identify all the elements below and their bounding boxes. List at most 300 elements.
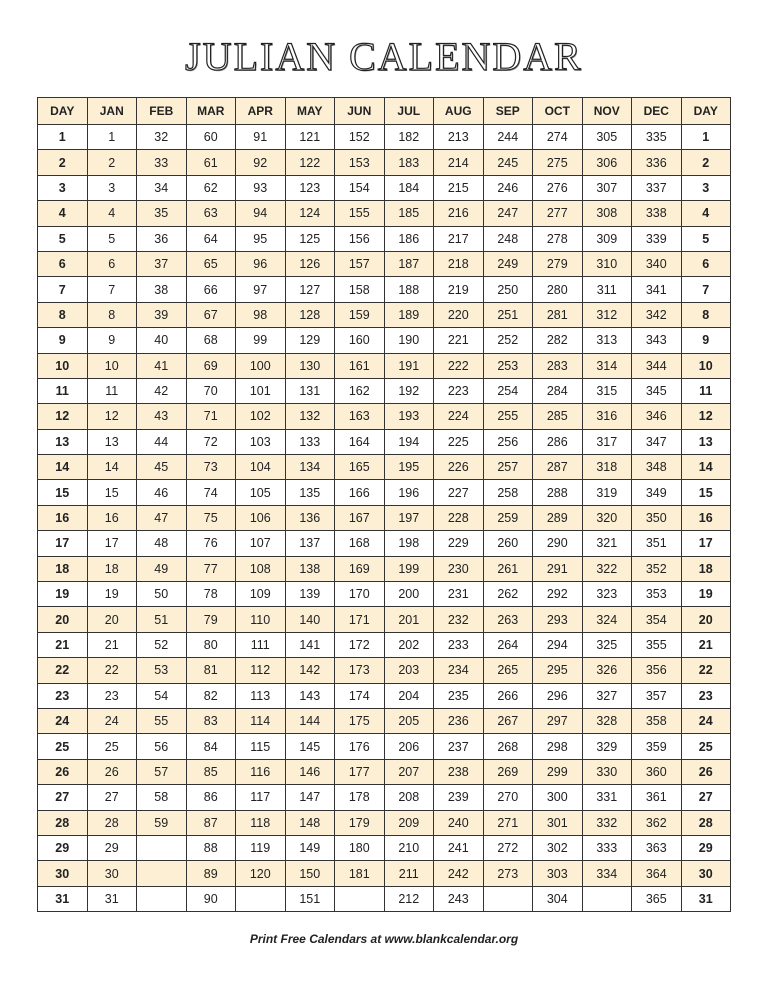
julian-day-cell: 52 <box>137 632 187 657</box>
julian-day-cell: 213 <box>434 125 484 150</box>
julian-day-cell: 132 <box>285 404 335 429</box>
julian-day-cell: 189 <box>384 302 434 327</box>
julian-day-cell: 159 <box>335 302 385 327</box>
julian-day-cell: 233 <box>434 632 484 657</box>
table-row <box>38 886 731 911</box>
column-header: FEB <box>137 98 187 125</box>
day-number-cell: 6 <box>681 251 731 276</box>
julian-day-cell: 320 <box>582 505 632 530</box>
julian-day-cell: 328 <box>582 708 632 733</box>
julian-day-cell: 174 <box>335 683 385 708</box>
julian-day-cell: 360 <box>632 759 682 784</box>
day-number-cell: 5 <box>38 226 88 251</box>
julian-day-cell: 160 <box>335 328 385 353</box>
julian-day-cell: 194 <box>384 429 434 454</box>
day-number-cell: 8 <box>681 302 731 327</box>
julian-day-cell: 46 <box>137 480 187 505</box>
table-row <box>38 328 731 353</box>
julian-day-cell: 171 <box>335 607 385 632</box>
day-number-cell: 15 <box>681 480 731 505</box>
julian-day-cell: 125 <box>285 226 335 251</box>
julian-day-cell: 79 <box>186 607 236 632</box>
day-number-cell: 1 <box>681 125 731 150</box>
julian-day-cell: 84 <box>186 734 236 759</box>
julian-day-cell: 113 <box>236 683 286 708</box>
julian-day-cell: 27 <box>87 785 137 810</box>
day-number-cell: 10 <box>38 353 88 378</box>
julian-day-cell: 43 <box>137 404 187 429</box>
julian-day-cell: 281 <box>533 302 583 327</box>
table-row <box>38 125 731 150</box>
julian-day-cell: 23 <box>87 683 137 708</box>
julian-day-cell: 271 <box>483 810 533 835</box>
julian-day-cell: 69 <box>186 353 236 378</box>
julian-day-cell: 103 <box>236 429 286 454</box>
day-number-cell: 3 <box>38 175 88 200</box>
julian-day-cell: 329 <box>582 734 632 759</box>
julian-day-cell: 14 <box>87 455 137 480</box>
day-number-cell: 22 <box>681 658 731 683</box>
day-number-cell: 23 <box>681 683 731 708</box>
julian-day-cell <box>236 886 286 911</box>
column-header: SEP <box>483 98 533 125</box>
julian-day-cell: 211 <box>384 861 434 886</box>
julian-day-cell: 278 <box>533 226 583 251</box>
julian-day-cell: 258 <box>483 480 533 505</box>
julian-day-cell: 200 <box>384 582 434 607</box>
julian-day-cell: 249 <box>483 251 533 276</box>
julian-day-cell: 104 <box>236 455 286 480</box>
julian-day-cell: 101 <box>236 378 286 403</box>
julian-day-cell: 180 <box>335 835 385 860</box>
julian-day-cell: 222 <box>434 353 484 378</box>
julian-day-cell: 299 <box>533 759 583 784</box>
julian-day-cell: 252 <box>483 328 533 353</box>
julian-day-cell: 219 <box>434 277 484 302</box>
julian-day-cell: 354 <box>632 607 682 632</box>
table-row <box>38 150 731 175</box>
julian-day-cell: 22 <box>87 658 137 683</box>
julian-day-cell: 322 <box>582 556 632 581</box>
julian-day-cell: 297 <box>533 708 583 733</box>
julian-day-cell: 130 <box>285 353 335 378</box>
julian-day-cell: 110 <box>236 607 286 632</box>
julian-day-cell: 230 <box>434 556 484 581</box>
day-number-cell: 24 <box>681 708 731 733</box>
column-header: DAY <box>38 98 88 125</box>
julian-day-cell: 33 <box>137 150 187 175</box>
julian-day-cell: 41 <box>137 353 187 378</box>
julian-day-cell: 212 <box>384 886 434 911</box>
julian-day-cell: 127 <box>285 277 335 302</box>
julian-day-cell: 136 <box>285 505 335 530</box>
julian-day-cell: 117 <box>236 785 286 810</box>
julian-day-cell: 80 <box>186 632 236 657</box>
julian-day-cell: 168 <box>335 531 385 556</box>
julian-day-cell: 155 <box>335 201 385 226</box>
julian-day-cell: 146 <box>285 759 335 784</box>
julian-day-cell: 150 <box>285 861 335 886</box>
day-number-cell: 4 <box>681 201 731 226</box>
table-row <box>38 455 731 480</box>
julian-day-cell: 138 <box>285 556 335 581</box>
page-title: JULIAN CALENDAR <box>185 34 583 79</box>
julian-day-cell: 282 <box>533 328 583 353</box>
julian-day-cell: 45 <box>137 455 187 480</box>
julian-day-cell: 182 <box>384 125 434 150</box>
julian-day-cell: 201 <box>384 607 434 632</box>
julian-day-cell: 337 <box>632 175 682 200</box>
julian-day-cell: 290 <box>533 531 583 556</box>
table-row <box>38 201 731 226</box>
julian-day-cell: 298 <box>533 734 583 759</box>
julian-day-cell: 332 <box>582 810 632 835</box>
julian-day-cell: 338 <box>632 201 682 226</box>
julian-day-cell: 109 <box>236 582 286 607</box>
table-row <box>38 505 731 530</box>
julian-day-cell: 53 <box>137 658 187 683</box>
day-number-cell: 18 <box>38 556 88 581</box>
julian-day-cell: 1 <box>87 125 137 150</box>
julian-day-cell: 153 <box>335 150 385 175</box>
julian-day-cell: 357 <box>632 683 682 708</box>
julian-day-cell: 293 <box>533 607 583 632</box>
julian-day-cell: 305 <box>582 125 632 150</box>
julian-day-cell: 152 <box>335 125 385 150</box>
julian-day-cell: 304 <box>533 886 583 911</box>
julian-day-cell: 288 <box>533 480 583 505</box>
table-row <box>38 226 731 251</box>
julian-day-cell: 190 <box>384 328 434 353</box>
day-number-cell: 28 <box>38 810 88 835</box>
julian-day-cell: 15 <box>87 480 137 505</box>
julian-day-cell: 267 <box>483 708 533 733</box>
julian-day-cell: 55 <box>137 708 187 733</box>
julian-day-cell: 294 <box>533 632 583 657</box>
day-number-cell: 11 <box>38 378 88 403</box>
table-row <box>38 277 731 302</box>
julian-day-cell: 66 <box>186 277 236 302</box>
julian-day-cell: 140 <box>285 607 335 632</box>
julian-day-cell: 165 <box>335 455 385 480</box>
julian-day-cell: 59 <box>137 810 187 835</box>
julian-day-cell: 107 <box>236 531 286 556</box>
julian-day-cell: 115 <box>236 734 286 759</box>
julian-day-cell: 25 <box>87 734 137 759</box>
julian-day-cell: 141 <box>285 632 335 657</box>
day-number-cell: 25 <box>681 734 731 759</box>
julian-day-cell: 263 <box>483 607 533 632</box>
julian-day-cell: 257 <box>483 455 533 480</box>
julian-day-cell: 128 <box>285 302 335 327</box>
julian-day-cell: 208 <box>384 785 434 810</box>
julian-day-cell: 236 <box>434 708 484 733</box>
julian-day-cell: 254 <box>483 378 533 403</box>
julian-day-cell: 123 <box>285 175 335 200</box>
day-number-cell: 19 <box>681 582 731 607</box>
julian-calendar-table <box>37 97 731 912</box>
julian-day-cell: 261 <box>483 556 533 581</box>
julian-day-cell: 32 <box>137 125 187 150</box>
julian-day-cell: 89 <box>186 861 236 886</box>
julian-day-cell: 277 <box>533 201 583 226</box>
table-row <box>38 683 731 708</box>
julian-day-cell: 283 <box>533 353 583 378</box>
julian-day-cell: 333 <box>582 835 632 860</box>
day-number-cell: 26 <box>38 759 88 784</box>
julian-day-cell: 280 <box>533 277 583 302</box>
day-number-cell: 29 <box>38 835 88 860</box>
table-row <box>38 708 731 733</box>
julian-day-cell: 300 <box>533 785 583 810</box>
day-number-cell: 16 <box>681 505 731 530</box>
julian-day-cell: 246 <box>483 175 533 200</box>
day-number-cell: 17 <box>681 531 731 556</box>
day-number-cell: 13 <box>681 429 731 454</box>
julian-day-cell: 238 <box>434 759 484 784</box>
julian-day-cell: 7 <box>87 277 137 302</box>
julian-day-cell <box>582 886 632 911</box>
table-row <box>38 582 731 607</box>
julian-day-cell: 220 <box>434 302 484 327</box>
day-number-cell: 14 <box>38 455 88 480</box>
julian-day-cell: 47 <box>137 505 187 530</box>
julian-day-cell: 19 <box>87 582 137 607</box>
julian-day-cell <box>137 861 187 886</box>
header-row <box>38 98 731 125</box>
julian-day-cell: 114 <box>236 708 286 733</box>
column-header: OCT <box>533 98 583 125</box>
julian-day-cell: 188 <box>384 277 434 302</box>
julian-day-cell: 286 <box>533 429 583 454</box>
julian-day-cell: 16 <box>87 505 137 530</box>
julian-day-cell: 310 <box>582 251 632 276</box>
julian-day-cell: 13 <box>87 429 137 454</box>
julian-day-cell: 227 <box>434 480 484 505</box>
julian-day-cell: 292 <box>533 582 583 607</box>
day-number-cell: 26 <box>681 759 731 784</box>
table-row <box>38 429 731 454</box>
julian-day-cell: 44 <box>137 429 187 454</box>
julian-day-cell: 31 <box>87 886 137 911</box>
day-number-cell: 18 <box>681 556 731 581</box>
julian-day-cell: 331 <box>582 785 632 810</box>
column-header: DAY <box>681 98 731 125</box>
day-number-cell: 25 <box>38 734 88 759</box>
julian-day-cell: 166 <box>335 480 385 505</box>
julian-day-cell: 353 <box>632 582 682 607</box>
table-row <box>38 658 731 683</box>
day-number-cell: 10 <box>681 353 731 378</box>
julian-day-cell: 316 <box>582 404 632 429</box>
julian-day-cell: 204 <box>384 683 434 708</box>
julian-day-cell: 268 <box>483 734 533 759</box>
julian-day-cell: 86 <box>186 785 236 810</box>
julian-day-cell: 228 <box>434 505 484 530</box>
julian-day-cell: 49 <box>137 556 187 581</box>
julian-day-cell: 197 <box>384 505 434 530</box>
julian-day-cell: 102 <box>236 404 286 429</box>
day-number-cell: 17 <box>38 531 88 556</box>
julian-day-cell: 100 <box>236 353 286 378</box>
julian-day-cell: 215 <box>434 175 484 200</box>
day-number-cell: 2 <box>681 150 731 175</box>
julian-day-cell: 250 <box>483 277 533 302</box>
julian-day-cell: 90 <box>186 886 236 911</box>
julian-day-cell: 358 <box>632 708 682 733</box>
column-header: MAY <box>285 98 335 125</box>
julian-day-cell: 181 <box>335 861 385 886</box>
julian-day-cell: 94 <box>236 201 286 226</box>
julian-day-cell: 309 <box>582 226 632 251</box>
julian-day-cell: 139 <box>285 582 335 607</box>
julian-day-cell: 62 <box>186 175 236 200</box>
julian-day-cell: 221 <box>434 328 484 353</box>
julian-day-cell: 313 <box>582 328 632 353</box>
julian-day-cell: 92 <box>236 150 286 175</box>
julian-day-cell: 21 <box>87 632 137 657</box>
julian-day-cell: 312 <box>582 302 632 327</box>
day-number-cell: 7 <box>38 277 88 302</box>
julian-day-cell: 64 <box>186 226 236 251</box>
julian-day-cell: 239 <box>434 785 484 810</box>
day-number-cell: 12 <box>38 404 88 429</box>
julian-day-cell: 216 <box>434 201 484 226</box>
julian-day-cell: 284 <box>533 378 583 403</box>
table-row <box>38 531 731 556</box>
julian-day-cell: 147 <box>285 785 335 810</box>
day-number-cell: 9 <box>681 328 731 353</box>
julian-day-cell: 158 <box>335 277 385 302</box>
julian-day-cell: 193 <box>384 404 434 429</box>
julian-day-cell: 119 <box>236 835 286 860</box>
julian-day-cell: 334 <box>582 861 632 886</box>
julian-day-cell: 241 <box>434 835 484 860</box>
julian-day-cell: 120 <box>236 861 286 886</box>
julian-day-cell: 67 <box>186 302 236 327</box>
julian-day-cell: 359 <box>632 734 682 759</box>
julian-day-cell: 111 <box>236 632 286 657</box>
julian-day-cell: 302 <box>533 835 583 860</box>
julian-day-cell: 105 <box>236 480 286 505</box>
julian-day-cell: 352 <box>632 556 682 581</box>
julian-day-cell: 29 <box>87 835 137 860</box>
julian-day-cell: 11 <box>87 378 137 403</box>
julian-day-cell: 318 <box>582 455 632 480</box>
table-row <box>38 734 731 759</box>
julian-day-cell: 145 <box>285 734 335 759</box>
julian-day-cell: 345 <box>632 378 682 403</box>
julian-day-cell: 344 <box>632 353 682 378</box>
julian-day-cell: 3 <box>87 175 137 200</box>
day-number-cell: 30 <box>38 861 88 886</box>
table-row <box>38 378 731 403</box>
julian-day-cell: 342 <box>632 302 682 327</box>
julian-day-cell: 214 <box>434 150 484 175</box>
footer-credit: Print Free Calendars at www.blankcalendar.org <box>249 932 519 946</box>
julian-day-cell: 71 <box>186 404 236 429</box>
julian-day-cell: 324 <box>582 607 632 632</box>
julian-day-cell: 60 <box>186 125 236 150</box>
julian-day-cell: 319 <box>582 480 632 505</box>
column-header: APR <box>236 98 286 125</box>
julian-day-cell: 2 <box>87 150 137 175</box>
julian-day-cell: 321 <box>582 531 632 556</box>
day-number-cell: 11 <box>681 378 731 403</box>
julian-day-cell: 88 <box>186 835 236 860</box>
julian-day-cell: 260 <box>483 531 533 556</box>
julian-day-cell: 148 <box>285 810 335 835</box>
julian-day-cell: 178 <box>335 785 385 810</box>
julian-day-cell: 253 <box>483 353 533 378</box>
julian-day-cell: 37 <box>137 251 187 276</box>
julian-day-cell: 207 <box>384 759 434 784</box>
julian-day-cell: 346 <box>632 404 682 429</box>
julian-day-cell: 82 <box>186 683 236 708</box>
julian-day-cell: 61 <box>186 150 236 175</box>
julian-day-cell: 137 <box>285 531 335 556</box>
column-header: AUG <box>434 98 484 125</box>
day-number-cell: 31 <box>38 886 88 911</box>
julian-day-cell: 9 <box>87 328 137 353</box>
julian-day-cell: 264 <box>483 632 533 657</box>
julian-day-cell: 223 <box>434 378 484 403</box>
day-number-cell: 16 <box>38 505 88 530</box>
julian-day-cell: 18 <box>87 556 137 581</box>
julian-day-cell: 24 <box>87 708 137 733</box>
julian-day-cell: 270 <box>483 785 533 810</box>
julian-day-cell: 185 <box>384 201 434 226</box>
column-header: JUN <box>335 98 385 125</box>
julian-day-cell: 314 <box>582 353 632 378</box>
day-number-cell: 27 <box>681 785 731 810</box>
julian-day-cell: 126 <box>285 251 335 276</box>
day-number-cell: 2 <box>38 150 88 175</box>
julian-day-cell: 315 <box>582 378 632 403</box>
julian-day-cell: 48 <box>137 531 187 556</box>
julian-day-cell: 311 <box>582 277 632 302</box>
column-header: NOV <box>582 98 632 125</box>
julian-day-cell: 74 <box>186 480 236 505</box>
julian-day-cell: 229 <box>434 531 484 556</box>
julian-day-cell: 317 <box>582 429 632 454</box>
julian-day-cell: 169 <box>335 556 385 581</box>
day-number-cell: 20 <box>38 607 88 632</box>
julian-day-cell: 85 <box>186 759 236 784</box>
julian-day-cell: 198 <box>384 531 434 556</box>
julian-day-cell: 191 <box>384 353 434 378</box>
julian-day-cell: 34 <box>137 175 187 200</box>
day-number-cell: 9 <box>38 328 88 353</box>
julian-day-cell: 4 <box>87 201 137 226</box>
julian-day-cell: 237 <box>434 734 484 759</box>
julian-day-cell: 272 <box>483 835 533 860</box>
julian-day-cell: 266 <box>483 683 533 708</box>
table-row <box>38 759 731 784</box>
julian-day-cell: 209 <box>384 810 434 835</box>
julian-day-cell: 108 <box>236 556 286 581</box>
table-row <box>38 175 731 200</box>
julian-day-cell: 112 <box>236 658 286 683</box>
day-number-cell: 21 <box>681 632 731 657</box>
julian-day-cell: 330 <box>582 759 632 784</box>
julian-day-cell: 129 <box>285 328 335 353</box>
julian-day-cell: 240 <box>434 810 484 835</box>
julian-day-cell: 179 <box>335 810 385 835</box>
julian-day-cell: 202 <box>384 632 434 657</box>
julian-day-cell: 255 <box>483 404 533 429</box>
column-header: DEC <box>632 98 682 125</box>
